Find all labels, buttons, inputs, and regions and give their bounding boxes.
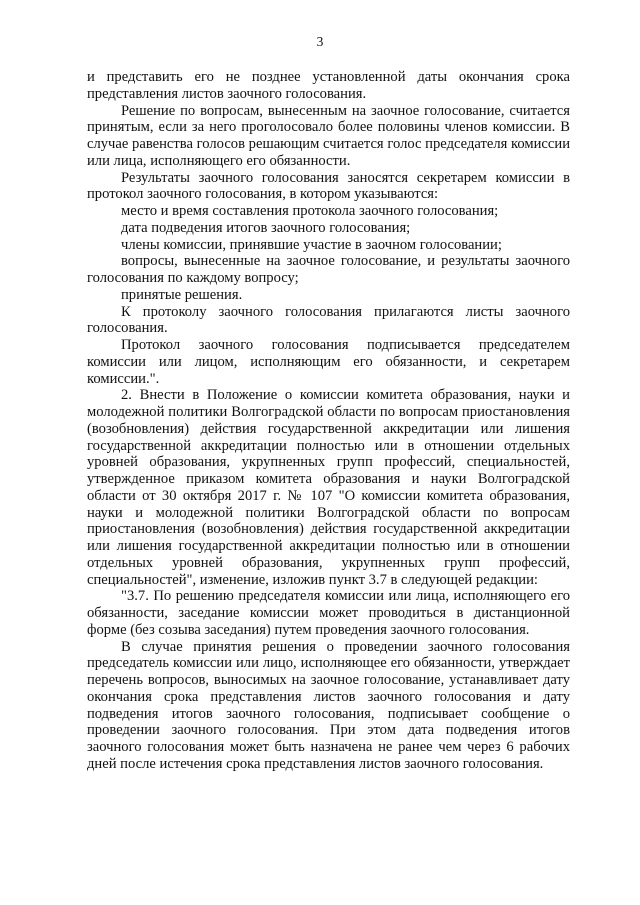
page-number: 3: [316, 34, 324, 49]
paragraph: члены комиссии, принявшие участие в заочном голосовании;: [121, 236, 502, 253]
paragraph: Результаты заочного голосования заносятся секретарем комиссии в протокол заочного голосования, в котором указываются:: [87, 169, 570, 203]
paragraph: В случае принятия решения о проведении заочного голосования председатель комиссии или лицо, исполняющее его обязанности, утверждает перечень вопросов, выносимых на заочное голосование, устанавливает дату окончания срока представления листов заочного голосования и дату подведения итогов заочного голосования, подписывает сообщение о проведении заочного голосования. При этом дата подведения итогов заочного голосования может быть назначена не ранее чем через 6 рабочих дней после истечения срока представления листов заочного голосования.: [87, 638, 570, 772]
paragraph: 2. Внести в Положение о комиссии комитета образования, науки и молодежной политики Волгоградской области по вопросам приостановления (возобновления) действия государственной аккредитации или лишения государственной аккредитации полностью или в отношении отдельных уровней образования, укрупненных групп профессий, специальностей, утвержденное приказом комитета образования и науки Волгоградской области от 30 октября 2017 г. № 107 "О комиссии комитета образования, науки и молодежной политики Волгоградской области по вопросам приостановления (возобновления) действия государственной аккредитации или лишения государственной аккредитации полностью или в отношении отдельных уровней образования, укрупненных групп профессий, специальностей", изменение, изложив пункт 3.7 в следующей редакции:: [87, 387, 570, 588]
paragraph: принятые решения.: [121, 286, 243, 303]
paragraph: и представить его не позднее установленной даты окончания срока представления листов заочного голосования.: [87, 69, 570, 102]
paragraph: дата подведения итогов заочного голосования;: [121, 219, 411, 236]
paragraph: Протокол заочного голосования подписывается председателем комиссии или лицом, исполняющим его обязанности, и секретарем комиссии.".: [87, 337, 570, 387]
paragraph: К протоколу заочного голосования прилагаются листы заочного голосования.: [87, 303, 570, 337]
paragraph: "3.7. По решению председателя комиссии или лица, исполняющего его обязанности, заседание комиссии может проводиться в дистанционной форме (без созыва заседания) путем проведения заочного голосования.: [87, 588, 570, 638]
paragraph: место и время составления протокола заочного голосования;: [121, 203, 499, 219]
document-body: [87, 69, 570, 773]
paragraph: Решение по вопросам, вынесенным на заочное голосование, считается принятым, если за него проголосовало более половины членов комиссии. В случае равенства голосов решающим считается голос председателя комиссии или лица, исполняющего его обязанности.: [87, 102, 570, 169]
paragraph: вопросы, вынесенные на заочное голосование, и результаты заочного голосования по каждому вопросу;: [87, 253, 570, 286]
